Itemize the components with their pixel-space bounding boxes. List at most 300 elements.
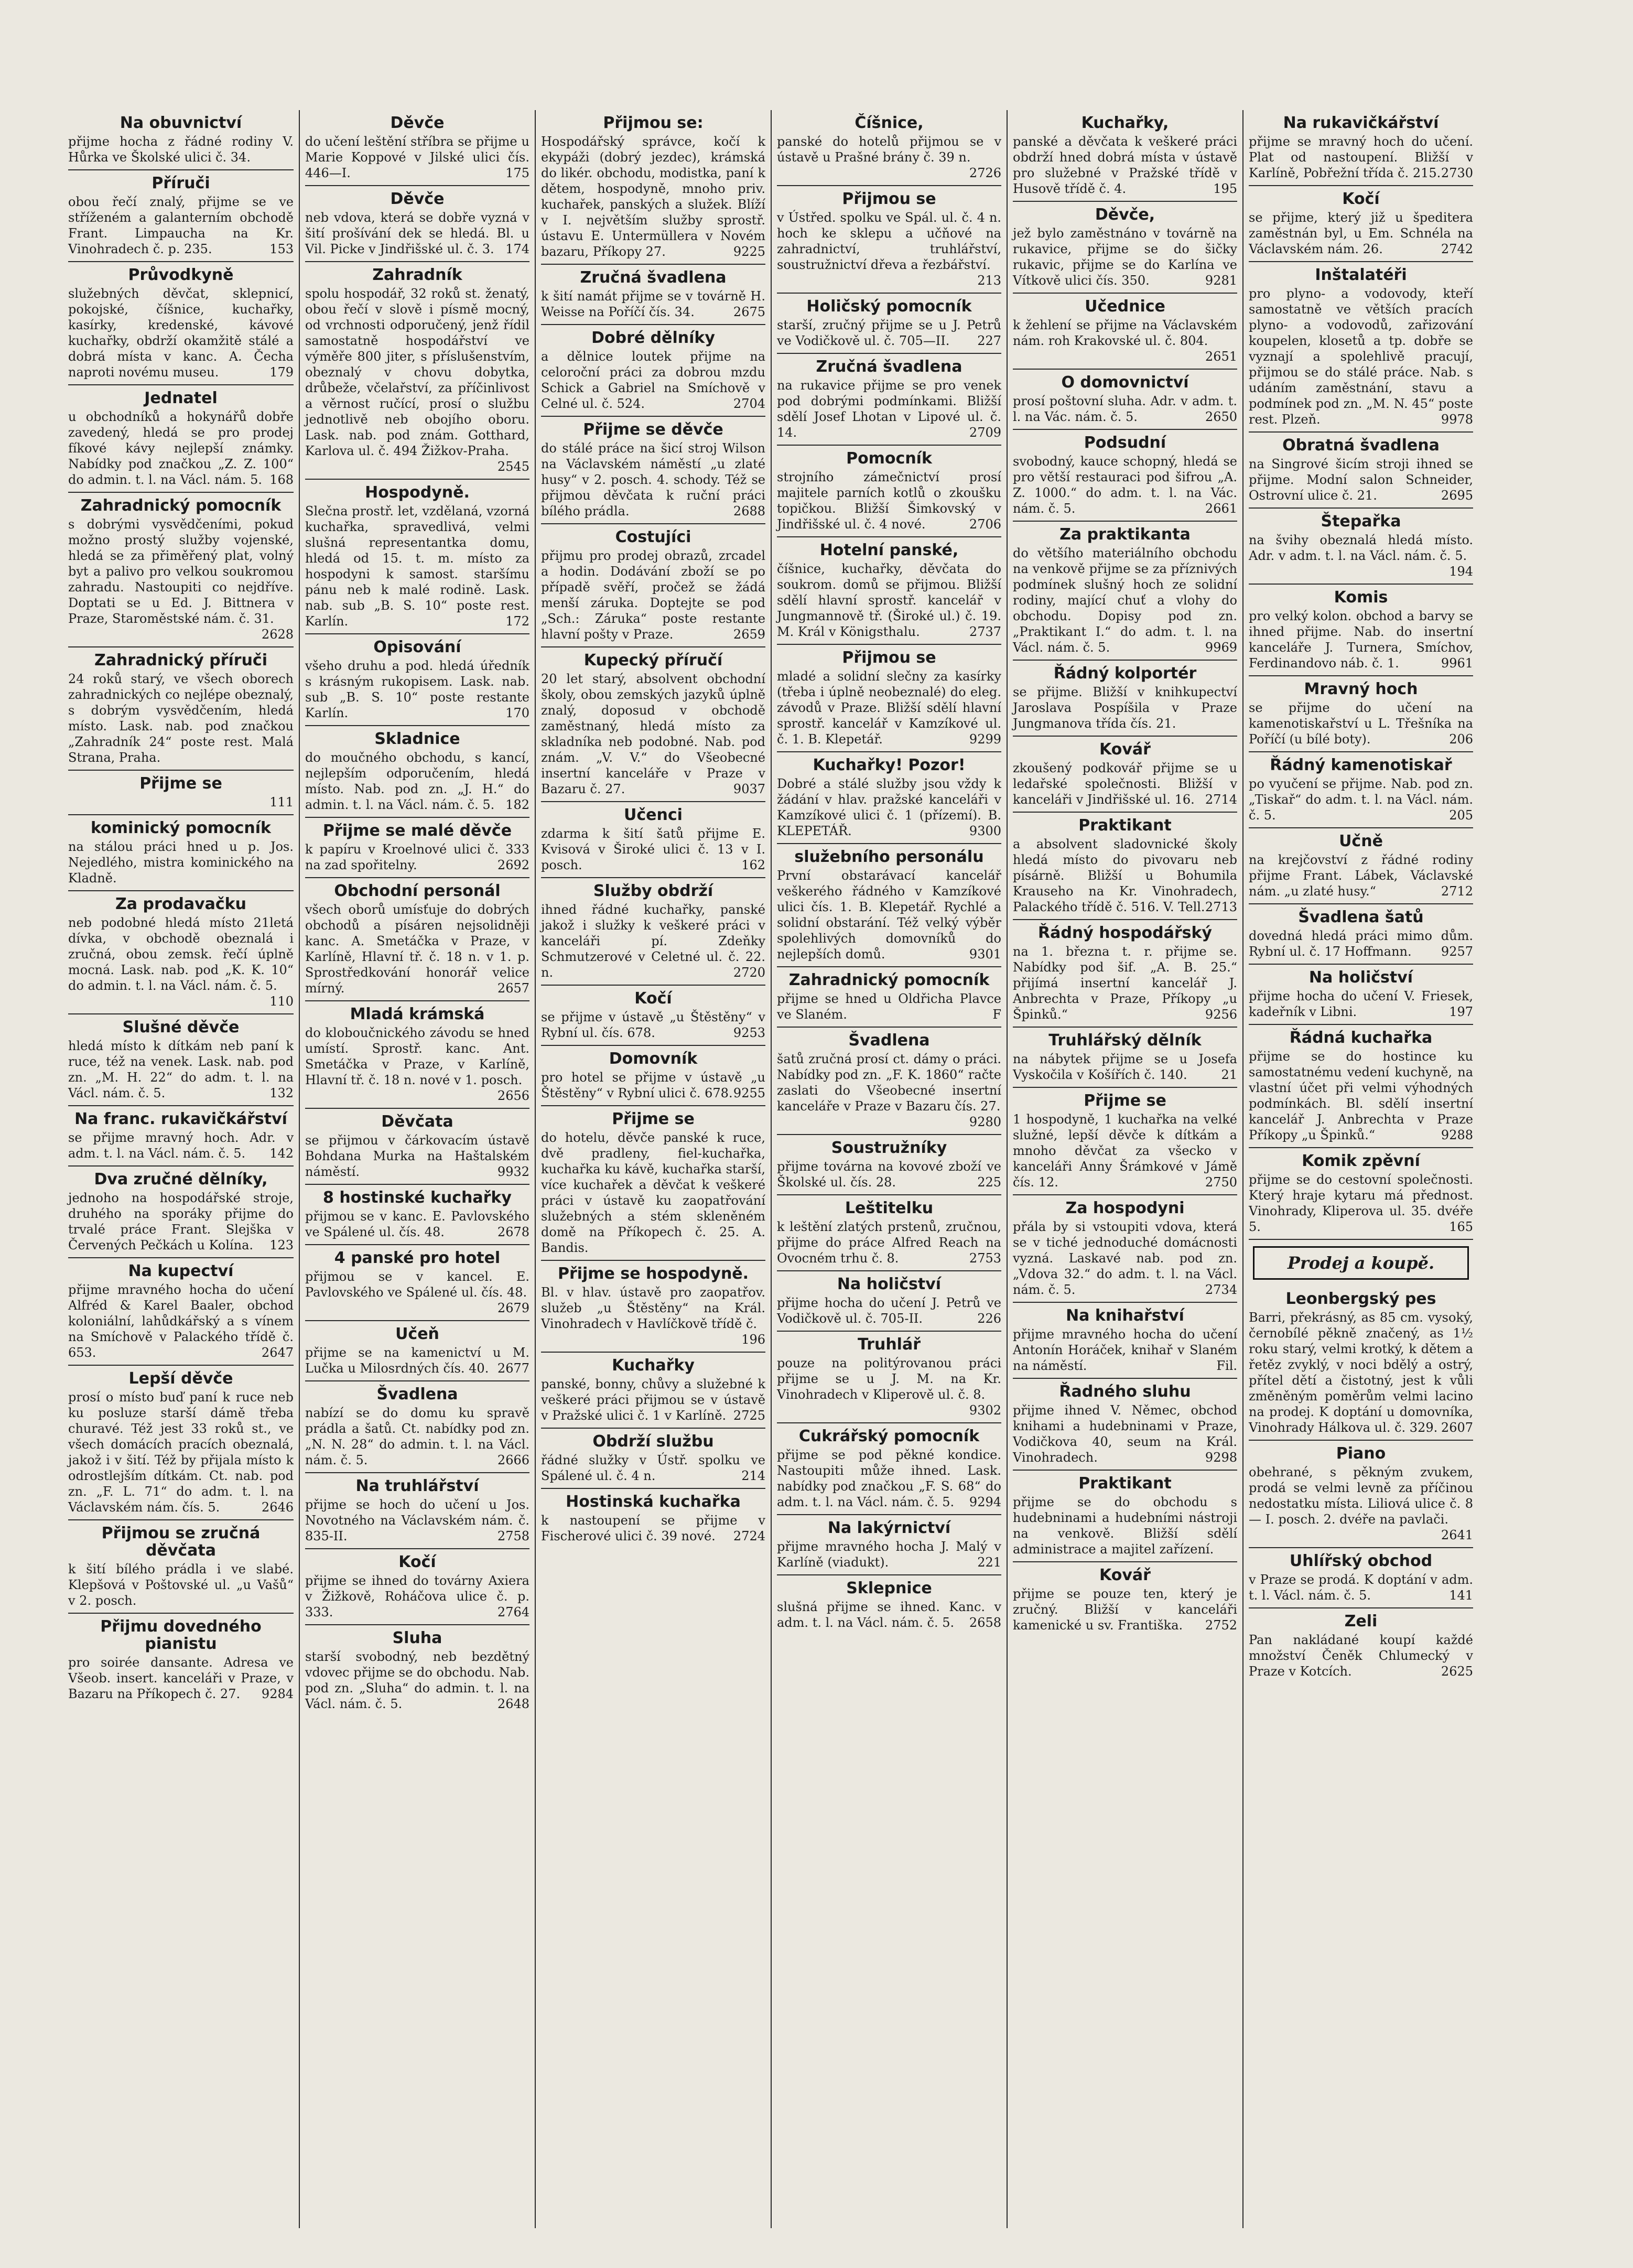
- ad-number: 2678: [497, 1225, 529, 1239]
- classified-ad: [1249, 1441, 1473, 1548]
- classified-ad: [777, 1028, 1001, 1135]
- ad-title: Řádný kolportér: [1053, 664, 1197, 683]
- ad-title: Přijmou se zručná děvčata: [101, 1524, 261, 1560]
- ad-title: Služby obdrží: [593, 882, 713, 900]
- ad-body: číšnice, kuchařky, děvčata do soukrom. domů se přijmou. Bližší sdělí hlavní sprostř. kancelář v Jungmannově tř. (Široké ul.) č. 19. M. Král v Königsthalu.: [777, 561, 1001, 639]
- classified-ad: [1249, 262, 1473, 433]
- ad-number: 9037: [733, 782, 765, 796]
- ad-body: prosí o místo buď paní k ruce neb ku posluze starší dámě třeba churavé. Též jest 33 roků st., ve všech domácích pracích obeznalá, jakož i v šití. Též by přijala místo k odrostlejším dítkám. Ct. nab. pod zn. „F. L. 71“ do adm. t. l. na Václavském nám. čís. 5.: [68, 1390, 294, 1515]
- ad-title: Přijme se: [612, 1110, 695, 1128]
- ad-title: Přijmou se: [842, 190, 936, 208]
- ad-text: [1013, 1219, 1237, 1298]
- ad-title: Za hospodyni: [1065, 1199, 1185, 1217]
- classified-ad: [68, 1366, 294, 1520]
- ad-text: [1249, 1572, 1473, 1603]
- ad-text: [1249, 286, 1473, 427]
- classified-ad: [1013, 920, 1237, 1028]
- ad-body: Hospodářský správce, kočí k ekypáži (dobrý jezdec), krámská do likér. obchodu, modistka, paní k dětem, hospodyně, mnoho priv. kuchařek, panských a služek. Blíží v I. největším služby sprostř. ústavu E. Untermüllera v Novém bazaru, Příkopy 27.: [541, 134, 765, 259]
- ad-title: Leštitelku: [845, 1199, 934, 1217]
- ad-body: nabízí se do domu ku spravě prádla a šatů. Ct. nabídky pod zn. „N. N. 28“ do admin. t. l. na Václ. nám. č. 5.: [305, 1406, 529, 1467]
- ad-title: Zahradnický pomocník: [80, 496, 282, 515]
- ad-text: [541, 1284, 765, 1347]
- ad-number: 9298: [1205, 1450, 1237, 1465]
- ad-text: [305, 750, 529, 813]
- ad-body: obehrané, s pěkným zvukem, prodá se velmi levně za příčinou nedostatku místa. Liliová ulice č. 8 — I. posch. 2. dvéře na pavlači.: [1249, 1465, 1473, 1527]
- ad-number: 2646: [261, 1500, 294, 1515]
- classified-ad: [305, 1549, 529, 1625]
- classified-ad: [1013, 370, 1237, 430]
- ad-text: [777, 1219, 1001, 1266]
- classified-ad: [305, 480, 529, 634]
- ad-number: 165: [1449, 1219, 1473, 1234]
- ad-number: 2742: [1441, 242, 1473, 256]
- classified-ad: [777, 1515, 1001, 1575]
- ad-number: 2650: [1205, 409, 1237, 424]
- ad-number: 196: [741, 1332, 765, 1347]
- ad-text: [305, 1208, 529, 1240]
- classified-ad: [777, 537, 1001, 645]
- classified-ad: [305, 1473, 529, 1549]
- classified-ad: [541, 110, 765, 265]
- ad-number: 2764: [497, 1605, 529, 1619]
- ad-number: 142: [269, 1146, 294, 1161]
- ad-text: [305, 658, 529, 721]
- ad-body: 24 roků starý, ve všech oborech zahradnických co nejlépe obeznalý, s dobrým vysvědčením, hledá místo. Lask. nab. pod značkou „Zahradník 24“ poste rest. Malá Strana, Praha.: [68, 672, 294, 765]
- ad-number: 2750: [1205, 1175, 1237, 1190]
- ad-title: Zručná švadlena: [580, 268, 727, 287]
- ad-text: [777, 1295, 1001, 1326]
- ad-body: se přijme v ústavě „u Štěstěny“ v Rybní ul. čís. 678.: [541, 1010, 765, 1040]
- ad-title: Kočí: [398, 1553, 436, 1571]
- ad-body: starší svobodný, neb bezdětný vdovec přijme se do obchodu. Nab. pod zn. „Sluha“ do admin. t. l. na Václ. nám. č. 5.: [305, 1649, 529, 1711]
- ad-number: 2607: [1441, 1420, 1473, 1435]
- ad-text: [1249, 1464, 1473, 1542]
- ad-title: Kovář: [1099, 740, 1151, 759]
- ad-text: [1013, 1402, 1237, 1465]
- ad-body: do stálé práce na šicí stroj Wilson na Václavském náměstí „u zlaté husy“ v 2. posch. 4. schody. Též se přijmou děvčata k ruční práci bílého prádla.: [541, 441, 765, 519]
- classified-column: [63, 110, 299, 2228]
- classified-ad: [777, 110, 1001, 186]
- ad-text: [1013, 1586, 1237, 1633]
- ad-number: 9284: [261, 1687, 294, 1701]
- ad-number: 2726: [969, 166, 1001, 180]
- ad-title: Přijme se hospodyně.: [557, 1265, 749, 1283]
- ad-title: Řadného sluhu: [1059, 1383, 1191, 1401]
- ad-number: 2628: [261, 627, 294, 642]
- classified-ad: [305, 1381, 529, 1473]
- ad-title: Na lakýrnictví: [827, 1519, 951, 1537]
- ad-title: Průvodkyně: [128, 266, 234, 284]
- ad-text: [68, 1038, 294, 1101]
- ad-body: strojního zámečnictví prosí majitele parních kotlů o zkoušku topičkou. Bližší Šimkovský v Jindřišské ul. č. 4 nové.: [777, 470, 1001, 532]
- ad-text: [68, 1561, 294, 1608]
- ad-body: přijme hocha do učení J. Petrů ve Vodičkově ul. č. 705-II.: [777, 1295, 1001, 1326]
- ad-text: [777, 991, 1001, 1022]
- ad-text: [541, 1009, 765, 1041]
- ad-text: [541, 349, 765, 412]
- classified-ad: [777, 1332, 1001, 1423]
- ad-text: [68, 1130, 294, 1161]
- ad-title: kominický pomocník: [90, 819, 271, 837]
- ad-title: Obchodní personál: [334, 882, 501, 900]
- ad-number: 2647: [261, 1345, 294, 1360]
- classified-ad: [1013, 737, 1237, 813]
- ad-title: Zahradník: [372, 266, 462, 284]
- ad-number: 2651: [1205, 349, 1237, 364]
- ad-text: [541, 671, 765, 797]
- ad-title: Inštalatéři: [1315, 266, 1407, 284]
- ad-number: 182: [505, 797, 529, 812]
- ad-text: [305, 210, 529, 257]
- ad-number: 205: [1449, 808, 1473, 823]
- ad-number: 2730: [1441, 166, 1473, 180]
- ad-number: 2661: [1205, 501, 1237, 516]
- classified-columns: [63, 110, 1478, 2228]
- ad-number: 2753: [969, 1251, 1001, 1266]
- ad-title: Na kupectví: [128, 1262, 234, 1280]
- ad-text: [1013, 1326, 1237, 1374]
- classified-ad: [777, 967, 1001, 1028]
- classified-ad: [68, 493, 294, 647]
- ad-title: Truhlářský dělník: [1048, 1031, 1202, 1050]
- ad-number: 2737: [969, 624, 1001, 639]
- ad-body: 1 hospodyně, 1 kuchařka na velké služné, lepší děvče k dítkám a mnoho děvčat za všecko v kanceláři Anny Šrámkové v Jámě čís. 12.: [1013, 1112, 1237, 1190]
- classified-column: [535, 110, 771, 2228]
- ad-number: 9301: [969, 947, 1001, 962]
- classified-ad: [541, 1353, 765, 1429]
- ad-number: 174: [505, 242, 529, 256]
- ad-title: Zručná švadlena: [816, 358, 963, 376]
- ad-title: Děvče: [390, 114, 445, 132]
- classified-ad: [1013, 1471, 1237, 1562]
- ad-number: 162: [741, 858, 765, 872]
- classified-ad: [777, 446, 1001, 537]
- ad-text: [777, 377, 1001, 440]
- ad-title: O domovnictví: [1061, 373, 1189, 392]
- ad-body: k šití namát přijme se v továrně H. Weisse na Poříčí čís. 34.: [541, 289, 765, 319]
- ad-title: Kuchařky,: [1081, 114, 1169, 132]
- ad-title: Skladnice: [374, 730, 460, 748]
- ad-body: ihned řádné kuchařky, panské jakož i služky k veškeré práci v kanceláři pí. Zdeňky Schmutzerové v Celetné ul. č. 22. n.: [541, 902, 765, 980]
- classified-ad: [1013, 661, 1237, 737]
- ad-body: starší, zručný přijme se u J. Petrů ve Vodičkově ul. č. 705—II.: [777, 318, 1001, 348]
- ad-text: [68, 286, 294, 380]
- ad-title: služebního personálu: [794, 848, 984, 866]
- ad-number: 9280: [969, 1115, 1001, 1129]
- ad-text: [1249, 1632, 1473, 1679]
- ad-number: 2658: [969, 1615, 1001, 1630]
- ad-text: [1249, 1310, 1473, 1435]
- ad-text: [541, 288, 765, 320]
- ad-text: [1013, 684, 1237, 731]
- ad-body: přijme se do hostince ku samostatnému vedení kuchyně, na vlastní účet při velmi výhodných podmínkách. Bl. sdělí insertní kancelář J. Anbrechta v Praze Příkopy „u Špinků.“: [1249, 1049, 1473, 1142]
- classified-ad: [541, 1261, 765, 1353]
- ad-title: Přijme se: [1084, 1092, 1166, 1110]
- classified-ad: [1249, 1608, 1473, 1683]
- ad-body: v Ústřed. spolku ve Spál. ul. č. 4 n. hoch ke sklepu a učňové na zahradnictví, truhlářství, soustružnictví dřeva a řezbářství.: [777, 210, 1001, 272]
- ad-text: [1249, 852, 1473, 899]
- classified-ad: [68, 1106, 294, 1167]
- ad-number: 2704: [733, 396, 765, 411]
- classified-ad: [1013, 813, 1237, 920]
- classified-ad: [541, 986, 765, 1046]
- ad-number: 2657: [497, 981, 529, 996]
- ad-body: neb podobné hledá místo 21letá dívka, v obchodě obeznalá i zručná, obou zemsk. řečí úplně mocná. Lask. nab. pod „K. K. 10“ do admin. t. l. na Václ. nám. č. 5.: [68, 915, 294, 993]
- ad-title: Přijmu dovedného pianistu: [100, 1617, 262, 1653]
- ad-text: [68, 409, 294, 488]
- classified-ad: [777, 1575, 1001, 1635]
- ad-text: [1013, 836, 1237, 915]
- ad-text: [1249, 608, 1473, 671]
- ad-title: 8 hostinské kuchařky: [323, 1189, 512, 1207]
- ad-body: panské, bonny, chůvy a služebné k veškeré práci přijmou se v ústavě v Pražské ulici č. 1 v Karlíně.: [541, 1377, 765, 1423]
- classified-ad: [68, 1614, 294, 1706]
- ad-title: Příruči: [152, 174, 210, 192]
- ad-number: 9300: [969, 824, 1001, 838]
- ad-body: obou řečí znalý, přijme se ve stříženém a galanterním obchodě Frant. Limpaucha na Kr. Vinohradech č. p. 235.: [68, 195, 294, 256]
- ad-body: na krejčovství z řádné rodiny přijme Frant. Lábek, Václavské nám. „u zlaté husy.“: [1249, 852, 1473, 899]
- ad-text: [777, 668, 1001, 747]
- ad-body: k šití bílého prádla i ve slabé. Klepšová v Poštovské ul. „u Vašů“ v 2. posch.: [68, 1562, 294, 1608]
- ad-number: 132: [269, 1086, 294, 1100]
- ad-text: [777, 469, 1001, 532]
- ad-body: šatů zručná prosí ct. dámy o práci. Nabídky pod zn. „F. K. 1860“ račte zaslati do Všeobecné insertní kanceláře v Praze v Bazaru čís. 27.: [777, 1052, 1001, 1114]
- ad-number: 2706: [969, 517, 1001, 532]
- ad-title: Přijme se: [139, 774, 222, 793]
- ad-title: Děvče,: [1095, 206, 1155, 224]
- classified-ad: [1249, 676, 1473, 752]
- ad-title: Přijmou se:: [603, 114, 704, 132]
- ad-number: 2758: [497, 1529, 529, 1543]
- ad-number: 9961: [1441, 656, 1473, 671]
- classified-ad: [1249, 585, 1473, 676]
- classified-ad: [68, 385, 294, 493]
- ad-title: Podsudní: [1084, 434, 1166, 452]
- ad-number: 2648: [497, 1697, 529, 1711]
- ad-body: k papíru v Kroelnové ulici č. 333 na zad spořitelny.: [305, 842, 529, 872]
- classified-ad: [1249, 1025, 1473, 1148]
- ad-title: Hotelní panské,: [819, 541, 959, 559]
- ad-number: 2692: [497, 858, 529, 872]
- classified-ad: [1249, 828, 1473, 904]
- ad-title: Opisování: [373, 638, 461, 656]
- ad-number: 141: [1449, 1588, 1473, 1603]
- ad-text: [777, 1159, 1001, 1190]
- ad-title: Řádný kamenotiskař: [1270, 756, 1452, 774]
- ad-title: 4 panské pro hotel: [334, 1249, 501, 1267]
- ad-title: Leonbergský pes: [1285, 1290, 1436, 1308]
- ad-number: 9225: [733, 244, 765, 259]
- ad-text: [68, 915, 294, 1009]
- ad-number: 195: [1213, 181, 1237, 196]
- ad-text: [1013, 545, 1237, 655]
- ad-number: 9257: [1441, 944, 1473, 959]
- ad-title: Přijme se malé děvče: [322, 822, 512, 840]
- ad-text: [68, 194, 294, 257]
- ad-title: Za prodavačku: [115, 895, 246, 913]
- section-box-title: Prodej a koupě.: [1253, 1246, 1469, 1280]
- ad-number: 2713: [1205, 900, 1237, 914]
- ad-title: Na holičství: [837, 1275, 942, 1293]
- ad-number: 2752: [1205, 1618, 1237, 1633]
- classified-ad: [541, 647, 765, 802]
- ad-body: přijme se na kamenictví u M. Lučka u Milosrdných čís. 40.: [305, 1345, 529, 1376]
- ad-number: 123: [269, 1238, 294, 1252]
- ad-text: [1013, 944, 1237, 1022]
- ad-text: [777, 1599, 1001, 1630]
- ad-body: na nábytek přijme se u Josefa Vyskočila v Košířích č. 140.: [1013, 1052, 1237, 1082]
- ad-text: [305, 1573, 529, 1620]
- ad-title: Na rukavičkářství: [1283, 114, 1439, 132]
- ad-number: 2714: [1205, 792, 1237, 807]
- ad-text: [1249, 210, 1473, 257]
- ad-number: 2641: [1441, 1528, 1473, 1542]
- classified-ad: [68, 170, 294, 262]
- ad-body: všech oborů umísťuje do dobrých obchodů a písáren nejsolidněji kanc. A. Smetáčka v Praze, v Karlíně, Hlavní tř. č. 18 n. v 1. p. Sprostředkování honorář velice mírný.: [305, 902, 529, 996]
- classified-ad: [777, 1271, 1001, 1332]
- ad-body: na švihy obeznalá hledá místo. Adr. v adm. t. l. na Václ. nám. č. 5.: [1249, 533, 1473, 563]
- ad-number: 21: [1221, 1067, 1237, 1082]
- ad-body: na rukavice přijme se pro venek pod dobrými podmínkami. Bližší sdělí Josef Lhotan v Lipové ul. č. 14.: [777, 378, 1001, 440]
- ad-number: 2656: [497, 1088, 529, 1103]
- classified-ad: [68, 815, 294, 891]
- ad-text: [305, 841, 529, 873]
- ad-number: 9299: [969, 732, 1001, 747]
- ad-body: s dobrými vysvědčeními, pokud možno prostý služby vojenské, hledá se za přiměřený plat, volný byt a palivo pro velkou soukromou zahradu. Nastoupiti co nejdříve. Doptati se u Ed. J. Bittnera v Praze, Staroměstské nám. č. 31.: [68, 517, 294, 626]
- ad-title: Kovář: [1099, 1566, 1151, 1584]
- ad-body: v Praze se prodá. K doptání v adm. t. l. Václ. nám. č. 5.: [1249, 1572, 1473, 1603]
- ad-title: Učenci: [624, 806, 683, 824]
- ad-body: Bl. v hlav. ústavě pro zaopatřov. služeb „u Štěstěny“ na Král. Vinohradech v Havlíčkově třídě č.: [541, 1285, 765, 1331]
- ad-text: [305, 1132, 529, 1180]
- ad-title: Praktikant: [1078, 1474, 1172, 1493]
- ad-title: Na truhlářství: [355, 1477, 479, 1495]
- ad-number: 170: [505, 706, 529, 720]
- classified-ad: [1013, 1379, 1237, 1471]
- ad-number: 9978: [1441, 412, 1473, 427]
- ad-text: [1013, 317, 1237, 364]
- ad-text: [1249, 776, 1473, 823]
- ad-body: se přijme, který již u špeditera zaměstnán byl, u Em. Schnéla na Václavském nám. 26.: [1249, 210, 1473, 256]
- ad-body: zkoušený podkovář přijme se u ledařské společnosti. Bližší v kanceláři v Jindřišské ul. 16.: [1013, 761, 1237, 807]
- classified-ad: [68, 262, 294, 385]
- ad-body: panské do hotelů přijmou se v ústavě u Prašné brány č. 39 n.: [777, 134, 1001, 165]
- classified-ad: [1249, 509, 1473, 585]
- ad-text: [1013, 134, 1237, 197]
- ad-body: přijme továrna na kovové zboží ve Školské ul. čís. 28.: [777, 1159, 1001, 1190]
- ad-text: [1249, 532, 1473, 579]
- ad-text: [541, 1070, 765, 1101]
- ad-body: přijme se pouze ten, který je zručný. Bližší v kanceláři kamenické u sv. Františka.: [1013, 1586, 1237, 1633]
- classified-ad: [1013, 1028, 1237, 1088]
- ad-number: 2709: [969, 425, 1001, 440]
- classified-ad: [777, 294, 1001, 354]
- ad-text: [305, 1405, 529, 1468]
- ad-body: přijme se do obchodu s hudebninami a hudebními nástroji na venkově. Bližší sdělí administrace a majitel zařízení.: [1013, 1495, 1237, 1557]
- ad-number: 9932: [497, 1164, 529, 1179]
- ad-number: 2545: [497, 459, 529, 474]
- ad-title: Švadlena: [376, 1385, 458, 1403]
- ad-body: se přijme. Bližší v knihkupectví Jaroslava Pospíšila v Praze Jungmanova třída čís. 21.: [1013, 685, 1237, 731]
- ad-number: 206: [1449, 732, 1473, 747]
- classified-ad: [1013, 1303, 1237, 1379]
- classified-column: [771, 110, 1007, 2228]
- classified-ad: [305, 262, 529, 480]
- ad-title: Soustružníky: [831, 1139, 947, 1157]
- ad-title: Zahradnický příruči: [94, 651, 267, 669]
- ad-number: 2712: [1441, 884, 1473, 899]
- ad-body: přijmou se v kanc. E. Pavlovského ve Spálené ul. čís. 48.: [305, 1209, 529, 1239]
- classified-ad: [1013, 1195, 1237, 1303]
- classified-ad: [68, 1167, 294, 1258]
- ad-title: Na knihařství: [1066, 1306, 1184, 1325]
- ad-text: [541, 440, 765, 519]
- classified-ad: [541, 417, 765, 524]
- ad-title: Domovník: [609, 1050, 698, 1068]
- ad-title: Řádná kuchařka: [1289, 1029, 1433, 1047]
- ad-title: Mravný hoch: [1304, 680, 1418, 698]
- classified-ad: [541, 878, 765, 986]
- classified-ad: [1013, 202, 1237, 294]
- classified-ad: [777, 752, 1001, 844]
- ad-title: Přijme se děvče: [583, 420, 723, 439]
- ad-body: neb vdova, která se dobře vyzná v šití prošívání dek se hledá. Bl. u Vil. Picke v Jindřišské ul. č. 3.: [305, 210, 529, 256]
- ad-number: 226: [977, 1311, 1001, 1326]
- ad-body: po vyučení se přijme. Nab. pod zn. „Tiskař“ do adm. t. l. na Václ. nám. č. 5.: [1249, 776, 1473, 823]
- classified-ad: [305, 726, 529, 818]
- ad-number: 9281: [1205, 273, 1237, 288]
- ad-body: prosí poštovní sluha. Adr. v adm. t. l. na Vác. nám. č. 5.: [1013, 394, 1237, 424]
- ad-number: 2659: [733, 627, 765, 642]
- classified-ad: [1013, 522, 1237, 661]
- ad-text: [1249, 1049, 1473, 1143]
- ad-number: 2679: [497, 1301, 529, 1315]
- ad-body: a dělnice loutek přijme na celoroční práci za dobrou mzdu Schick a Gabriel na Smíchově v Celné ul. č. 524.: [541, 349, 765, 411]
- ad-number: 221: [977, 1555, 1001, 1570]
- ad-text: [305, 503, 529, 629]
- ad-number: 2724: [733, 1529, 765, 1543]
- classified-ad: [777, 1195, 1001, 1271]
- ad-body: pro plyno- a vodovody, kteří samostatně ve větších pracích plyno- a vodovodů, zařizování koupelen, klosetů a tp. dobře se vyznají a spolehlivě pracují, přijmou se do stálé práce. Nab. s udáním zaměstnání, stavu a podmínek pod zn. „M. N. 45“ poste rest. Plzeň.: [1249, 286, 1473, 427]
- ad-body: Barri, překrásný, as 85 cm. vysoký, černobílé pěkně značený, as 1½ roku starý, velmi krotký, k dětem a řetěz zvyklý, v noci bdělý a ostrý, přítel dětí a čistotný, jest k vůli změněným poměrům velmi lacino na prodej. K doptání u domovníka, Vinohrady Hálkova ul. č. 329.: [1249, 1310, 1473, 1435]
- ad-body: Pan nakládané koupí každé množství Čeněk Chlumecký v Praze v Kotcích.: [1249, 1633, 1473, 1679]
- ad-number: 175: [505, 166, 529, 180]
- ad-text: [305, 286, 529, 474]
- ad-number: 172: [505, 614, 529, 629]
- ad-number: 2688: [733, 504, 765, 519]
- ad-body: na stálou práci hned u p. Jos. Nejedlého, mistra kominického na Kladně.: [68, 839, 294, 885]
- ad-text: [305, 1269, 529, 1315]
- ad-title: Truhlář: [858, 1335, 921, 1354]
- classified-ad: [1249, 904, 1473, 965]
- ad-number: 213: [977, 273, 1001, 288]
- ad-title: Hospodyně.: [365, 483, 470, 502]
- classified-ad: [541, 1429, 765, 1489]
- classified-ad: [1013, 294, 1237, 370]
- ad-title: Kuchařky: [612, 1356, 695, 1375]
- classified-ad: [305, 1245, 529, 1321]
- ad-text: [777, 1447, 1001, 1510]
- ad-text: [541, 134, 765, 260]
- ad-text: [1249, 988, 1473, 1020]
- ad-title: Pomocník: [846, 449, 932, 468]
- ad-body: svobodný, kauce schopný, hledá se pro větší restauraci pod šifrou „A. Z. 1000.“ do adm. t. l. na Vác. nám. č. 5.: [1013, 454, 1237, 516]
- ad-body: 20 let starý, absolvent obchodní školy, obou zemských jazyků úplně znalý, doposud v obchodě zaměstnaný, hledá místo za skladníka neb podobné. Nab. pod znám. „V. V.“ do Všeobecné insertní kanceláře v Praze v Bazaru č. 27.: [541, 672, 765, 796]
- ad-text: [541, 826, 765, 873]
- classified-ad: [541, 325, 765, 417]
- ad-body: pro soirée dansante. Adresa ve Všeob. insert. kanceláři v Praze, v Bazaru na Příkopech č. 27.: [68, 1655, 294, 1701]
- classified-ad: [68, 1520, 294, 1614]
